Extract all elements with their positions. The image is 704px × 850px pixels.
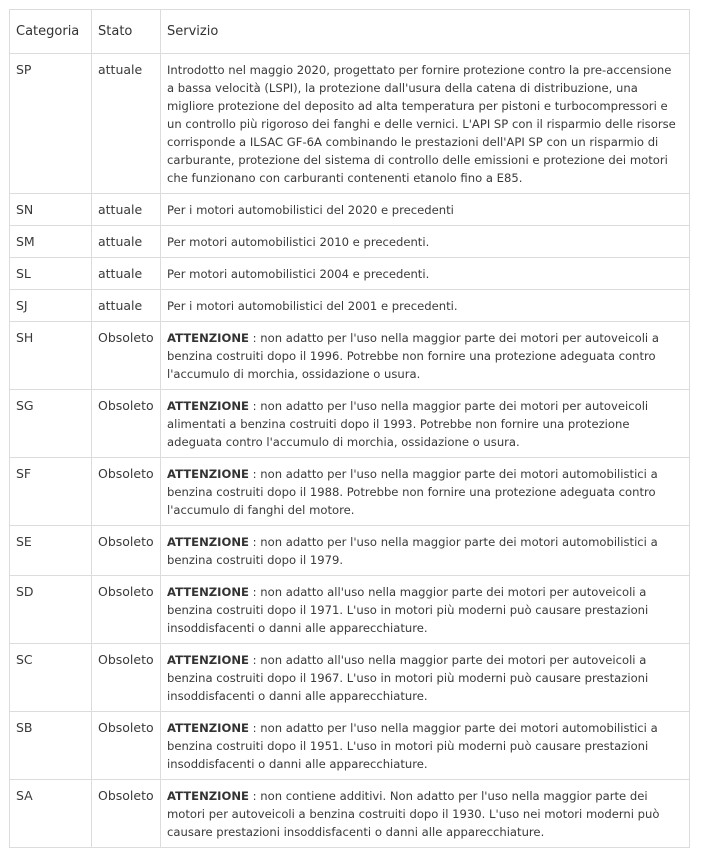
cell-categoria: SG [10, 390, 92, 458]
api-service-table-container [9, 9, 689, 848]
cell-stato: Obsoleto [92, 644, 161, 712]
cell-categoria: SM [10, 226, 92, 258]
servizio-text: : non adatto per l'uso nella maggior parte dei motori per autoveicoli alimentati a benzina costruiti dopo il 1993. Potrebbe non fornire una protezione adeguata contro l'accumulo di morchia, ossidazione o usura. [167, 399, 649, 449]
table-row [10, 226, 690, 258]
cell-servizio [161, 390, 690, 458]
servizio-text: Per motori automobilistici 2004 e precedenti. [167, 267, 430, 281]
cell-categoria: SP [10, 54, 92, 194]
table-row [10, 458, 690, 526]
servizio-text: : non adatto per l'uso nella maggior parte dei motori automobilistici a benzina costruiti dopo il 1979. [167, 535, 658, 567]
cell-stato: attuale [92, 258, 161, 290]
cell-servizio [161, 712, 690, 780]
cell-stato: attuale [92, 54, 161, 194]
cell-servizio [161, 290, 690, 322]
table-row [10, 322, 690, 390]
cell-stato: Obsoleto [92, 322, 161, 390]
warning-label: ATTENZIONE [167, 399, 249, 413]
cell-servizio [161, 226, 690, 258]
table-row [10, 576, 690, 644]
servizio-text: Per motori automobilistici 2010 e precedenti. [167, 235, 430, 249]
cell-stato: Obsoleto [92, 526, 161, 576]
table-row [10, 258, 690, 290]
cell-categoria: SN [10, 194, 92, 226]
cell-categoria: SC [10, 644, 92, 712]
cell-categoria: SL [10, 258, 92, 290]
warning-label: ATTENZIONE [167, 467, 249, 481]
cell-categoria: SH [10, 322, 92, 390]
cell-categoria: SE [10, 526, 92, 576]
cell-categoria: SD [10, 576, 92, 644]
cell-servizio [161, 54, 690, 194]
cell-stato: Obsoleto [92, 458, 161, 526]
header-categoria: Categoria [10, 10, 92, 54]
servizio-text: : non adatto all'uso nella maggior parte dei motori per autoveicoli a benzina costruiti dopo il 1971. L'uso in motori più moderni può causare prestazioni insoddisfacenti o danni alle apparecchiature. [167, 585, 649, 635]
cell-servizio [161, 780, 690, 848]
cell-stato: Obsoleto [92, 712, 161, 780]
cell-stato: Obsoleto [92, 576, 161, 644]
table-row [10, 290, 690, 322]
servizio-text: : non adatto all'uso nella maggior parte dei motori per autoveicoli a benzina costruiti dopo il 1967. L'uso in motori più moderni può causare prestazioni insoddisfacenti o danni alle apparecchiature. [167, 653, 649, 703]
table-row [10, 780, 690, 848]
servizio-text: Introdotto nel maggio 2020, progettato per fornire protezione contro la pre-accensione a bassa velocità (LSPI), la protezione dall'usura della catena di distribuzione, una migliore protezione del deposito ad alta temperatura per pistoni e turbocompressori e un controllo più rigoroso dei fanghi e delle vernici. L'API SP con il risparmio delle risorse corrisponde a ILSAC GF-6A combinando le prestazioni dell'API SP con un risparmio di carburante, protezione del sistema di controllo delle emissioni e protezione dei motori che funzionano con carburanti contenenti etanolo fino a E85. [167, 63, 676, 185]
servizio-text: Per i motori automobilistici del 2001 e precedenti. [167, 299, 458, 313]
table-row [10, 526, 690, 576]
table-row [10, 390, 690, 458]
warning-label: ATTENZIONE [167, 535, 249, 549]
servizio-text: : non adatto per l'uso nella maggior parte dei motori automobilistici a benzina costruiti dopo il 1988. Potrebbe non fornire una protezione adeguata contro l'accumulo di fanghi del motore. [167, 467, 658, 517]
cell-stato: attuale [92, 194, 161, 226]
cell-servizio [161, 258, 690, 290]
cell-stato: attuale [92, 290, 161, 322]
cell-categoria: SB [10, 712, 92, 780]
table-row [10, 194, 690, 226]
servizio-text: : non contiene additivi. Non adatto per l'uso nella maggior parte dei motori per autoveicoli a benzina costruiti dopo il 1930. L'uso nei motori moderni può causare prestazioni insoddisfacenti o danni alle apparecchiature. [167, 789, 660, 839]
cell-stato: Obsoleto [92, 390, 161, 458]
cell-categoria: SA [10, 780, 92, 848]
cell-servizio [161, 576, 690, 644]
table-row [10, 644, 690, 712]
cell-categoria: SF [10, 458, 92, 526]
warning-label: ATTENZIONE [167, 789, 249, 803]
table-header-row [10, 10, 690, 54]
cell-stato: Obsoleto [92, 780, 161, 848]
header-servizio: Servizio [161, 10, 690, 54]
servizio-text: Per i motori automobilistici del 2020 e precedenti [167, 203, 454, 217]
table-row [10, 54, 690, 194]
cell-servizio [161, 194, 690, 226]
header-stato: Stato [92, 10, 161, 54]
cell-servizio [161, 458, 690, 526]
warning-label: ATTENZIONE [167, 653, 249, 667]
cell-servizio [161, 322, 690, 390]
warning-label: ATTENZIONE [167, 721, 249, 735]
warning-label: ATTENZIONE [167, 585, 249, 599]
servizio-text: : non adatto per l'uso nella maggior parte dei motori per autoveicoli a benzina costruiti dopo il 1996. Potrebbe non fornire una protezione adeguata contro l'accumulo di morchia, ossidazione o usura. [167, 331, 659, 381]
cell-servizio [161, 526, 690, 576]
table-row [10, 712, 690, 780]
cell-categoria: SJ [10, 290, 92, 322]
cell-servizio [161, 644, 690, 712]
api-service-table [9, 9, 690, 848]
servizio-text: : non adatto per l'uso nella maggior parte dei motori automobilistici a benzina costruiti dopo il 1951. L'uso in motori più moderni può causare prestazioni insoddisfacenti o danni alle apparecchiature. [167, 721, 658, 771]
warning-label: ATTENZIONE [167, 331, 249, 345]
cell-stato: attuale [92, 226, 161, 258]
